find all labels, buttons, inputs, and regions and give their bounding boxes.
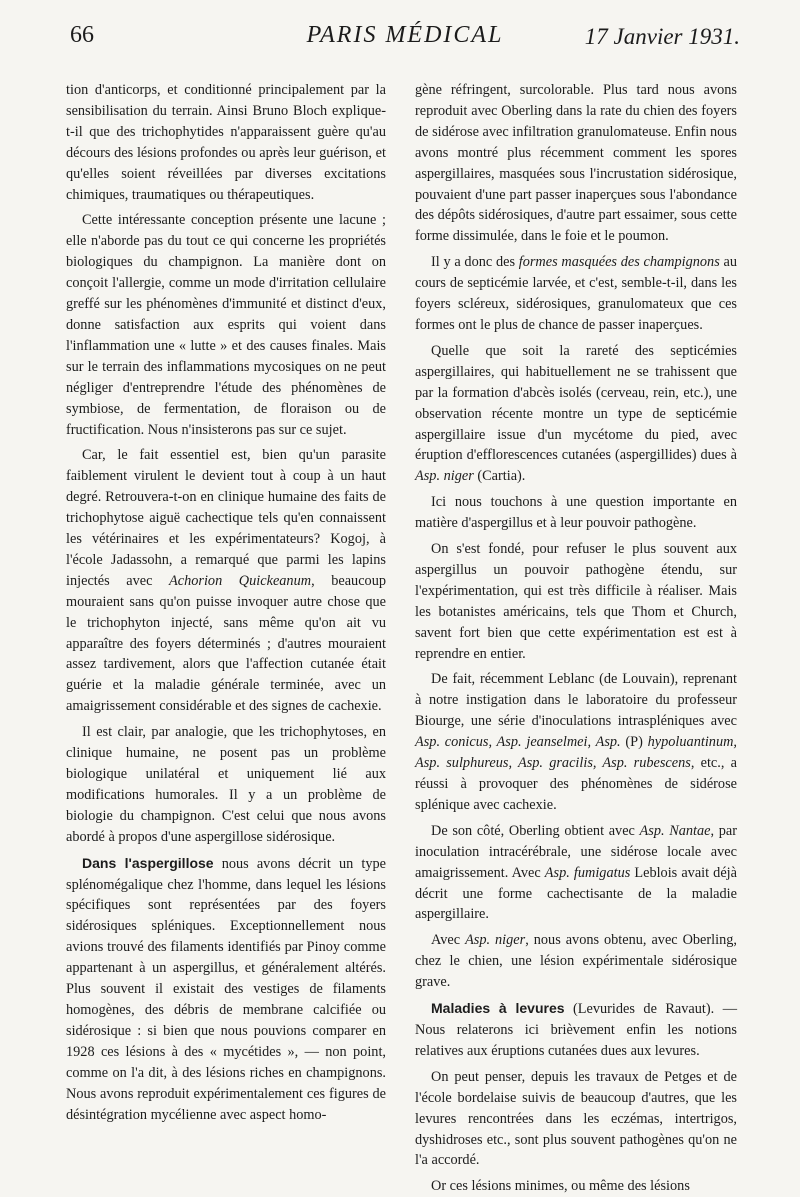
species-name: Asp. fumigatus (544, 864, 631, 881)
paragraph: Cette intéressante conception présente une lacune ; elle n'aborde pas du tout ce qui concerne les propriétés biologiques du champignon. La manière dont on conçoit l'allergie, comme un mode d'irritation cellulaire greffé sur les phénomènes d'immunité et distinct d'eux, donne satisfaction aux esprits qui voient dans l'inflammation une « lutte » et des causes finales. Mais sur le terrain des inflammations mycosiques on ne peut négliger d'entreprendre l'étude des phénomènes de symbiose, de fermentation, de floraison ou de fructification. Nous n'insisterons pas sur ce sujet. (66, 212, 386, 438)
paragraph: Dans l'aspergillose nous avons décrit un type splénomégalique chez l'homme, dans lequel les lésions spécifiques sont représentées par des foyers sidérosiques spléniques. Exceptionnellement nous avions trouvé des filaments identifiés par Pinoy comme appartenant à un aspergillus, et généralement altérés. Plus souvent il existait des vestiges de filaments homogènes, des débris de membrane calcifiée ou sidérosique : si bien que nous pouvions comparer en 1928 ces lésions à des « mycétides », — non point, comme on l'a dit, à des lésions riches en champignons. Nous avons reproduit expérimentalement ces figures de désintégration mycélienne avec aspect homo- (66, 854, 386, 1123)
page-header (70, 18, 740, 66)
paragraph: On s'est fondé, pour refuser le plus souvent aux aspergillus un pouvoir pathogène étendu, sur l'expérimentation, qui est très difficile à réaliser. Mais les botanistes américains, tels que Thom et Church, savent fort bien que cette expérimentation est est à reprendre en entier. (415, 541, 737, 662)
species-name: Asp. conicus, Asp. jeanselmei, Asp. (415, 734, 621, 751)
left-column (66, 80, 386, 1125)
paragraph: On peut penser, depuis les travaux de Petges et de l'école bordelaise suivis de beaucoup d'autres, que les levures rencontrées dans les eczémas, intertrigos, dyshidroses etc., sont plus souvent pathogènes qu'on ne l'a accordé. (415, 1068, 737, 1169)
paragraph: Il y a donc des formes masquées des champignons au cours de septicémie larvée, et c'est, semble-t-il, dans les foyers scléreux, sidérosiques, granulomateux que ces formes ont le plus de chance de passer inaperçues. (415, 254, 737, 333)
paragraph: Ici nous touchons à une question importante en matière d'aspergillus et à leur pouvoir pathogène. (415, 494, 737, 532)
species-name: hypoluantinum, Asp. sulphureus, Asp. gracilis, Asp. rubescens (415, 734, 737, 772)
page-number: 66 (70, 22, 94, 48)
paragraph: gène réfringent, surcolorable. Plus tard nous avons reproduit avec Oberling dans la rate du chien des foyers de sidérose avec infiltration granulomateuse. Enfin nous avons montré plus récemment comment les spores aspergillaires, masquées sous l'incrustation sidérosique, pouvaient d'une part passer inaperçues sous l'abondance des dépôts sidérosiques, d'autre part essaimer, sous cette forme dissimulée, dans le foie et le poumon. (415, 82, 737, 245)
issue-date: 17 Janvier 1931. (584, 24, 740, 49)
species-name: Asp. niger (415, 468, 474, 485)
paragraph: tion d'anticorps, et conditionné principalement par la sensibilisation du terrain. Ainsi Bruno Bloch explique-t-il que des trichophytides n'apparaissent guère qu'au décours des lésions profondes ou après leur guérison, et qu'elles soient réveillées par diverses excitations chimiques, traumatiques ou thérapeutiques. (66, 82, 386, 203)
paragraph: Or ces lésions minimes, ou même des lésions (431, 1178, 690, 1195)
emphasis: formes masquées des champignons (518, 254, 720, 271)
paragraph: Quelle que soit la rareté des septicémies aspergillaires, qui habituellement ne se trahissent que par la formation d'abcès isolés (cerveau, rein, etc.), une observation récente montre un type de septicémie aspergillaire issue d'un mycétome du pied, avec éruption d'efflorescences cutanées (aspergillides) dues à Asp. niger (Cartia). (415, 342, 737, 485)
section-heading: Maladies à levures (431, 1000, 565, 1017)
paragraph: Il est clair, par analogie, que les trichophytoses, en clinique humaine, ne posent pas un problème biologique unilatéral et uniquement lié aux modifications humorales. Il y a un problème de biologie du champignon. C'est celui que nous avons abordé à propos d'une aspergillose sidérosique. (66, 724, 386, 845)
section-heading: Dans l'aspergillose (82, 854, 214, 871)
paragraph: Car, le fait essentiel est, bien qu'un parasite faiblement virulent le devient tout à coup à un haut degré. Retrouvera-t-on en clinique humaine des faits de trichophytose aiguë cachectique tels qu'en connaissent les vétérinaires et les expérimentateurs? Kogoj, à l'école Jadassohn, a remarqué que parmi les lapins injectés avec Achorion Quickeanum, beaucoup mouraient sans qu'on puisse invoquer autre chose que le trichophyton injecté, sans même qu'on ait vu apparaître des foyers déterminés ; d'autres mouraient assez tardivement, alors que l'affection cutanée était guérie et la maladie générale terminée, avec un amaigrissement considérable et des signes de cachexie. (66, 447, 386, 715)
journal-title: PARIS MÉDICAL (306, 22, 504, 48)
species-name: Asp. Nantae (639, 822, 711, 839)
paragraph: Avec Asp. niger, nous avons obtenu, avec Oberling, chez le chien, une lésion expérimentale sidérosique grave. (415, 932, 737, 991)
species-name: Asp. niger (465, 932, 526, 949)
paragraph: Maladies à levures (Levurides de Ravaut). — Nous relaterons ici brièvement enfin les notions relatives aux éruptions cutanées dues aux levures. (415, 1000, 737, 1059)
species-name: Achorion Quickeanum (169, 572, 312, 589)
paragraph: De son côté, Oberling obtient avec Asp. Nantae, par inoculation intracérébrale, une sidérose locale avec amaigrissement. Avec Asp. fumigatus Leblois avait déjà décrit une forme cachectisante de la maladie aspergillaire. (415, 822, 738, 923)
paragraph: De fait, récemment Leblanc (de Louvain), reprenant à notre instigation dans le laboratoire du professeur Biourge, une série d'inoculations intraspléniques avec Asp. conicus, Asp. jeanselmei, Asp. (P) hypoluantinum, Asp. sulphureus, Asp. gracilis, Asp. rubescens, etc., a réussi à provoquer des phénomènes de sidérose splénique avec cachexie. (415, 671, 737, 813)
right-column (415, 80, 737, 1197)
